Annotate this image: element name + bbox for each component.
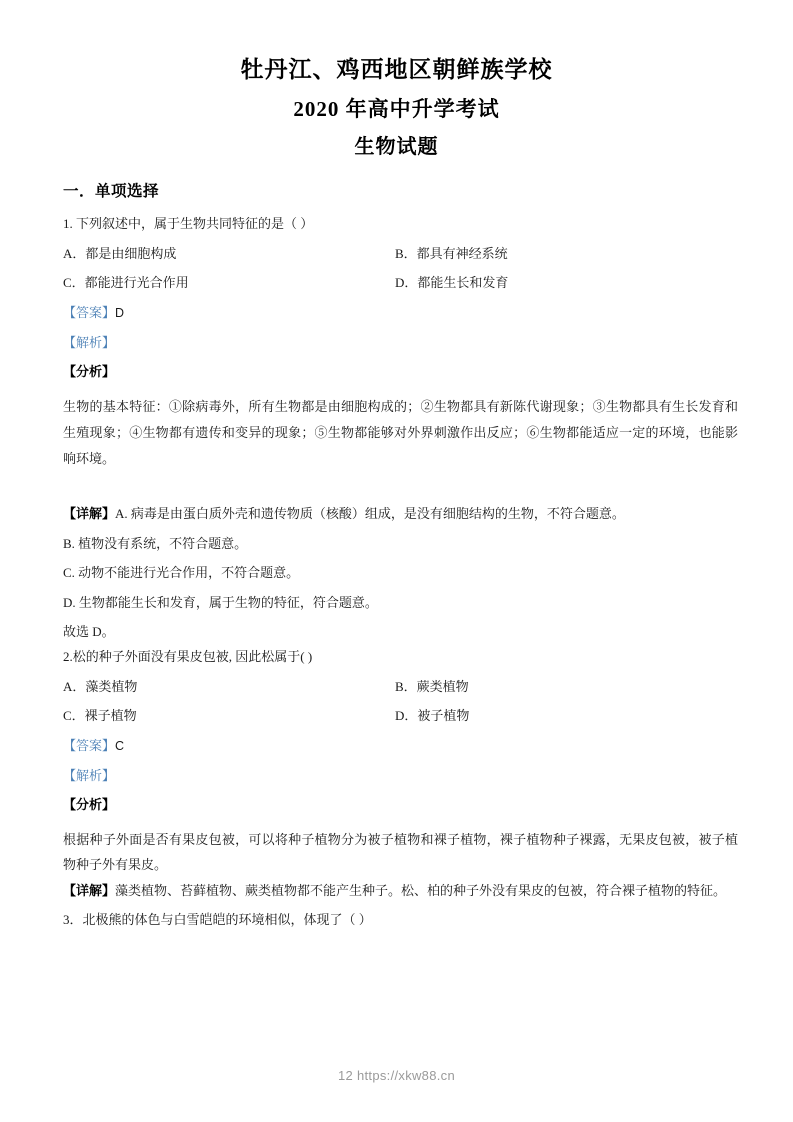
- document-title-block: [0, 0, 793, 157]
- option-b[interactable]: B．蕨类植物: [395, 678, 469, 694]
- detail-conclusion: 故选 D。: [63, 624, 115, 640]
- option-c[interactable]: C．裸子植物: [63, 708, 137, 724]
- detail-text: A. 病毒是由蛋白质外壳和遗传物质（核酸）组成，是没有细胞结构的生物，不符合题意。: [115, 505, 625, 521]
- detail-line-b: B. 植物没有系统，不符合题意。: [63, 535, 248, 551]
- question-stem: 1. 下列叙述中，属于生物共同特征的是（ ）: [63, 216, 314, 231]
- analysis-header: [63, 797, 738, 813]
- title-line-subject: 生物试题: [354, 136, 439, 158]
- detail-line-c: C. 动物不能进行光合作用，不符合题意。: [63, 565, 300, 581]
- detail-line-a: [63, 506, 738, 522]
- answer-line: [63, 305, 738, 321]
- spacer: [63, 903, 738, 912]
- option-row: [63, 679, 738, 695]
- spacer: [63, 472, 738, 506]
- answer-line: [63, 738, 738, 754]
- title-line-school: 牡丹江、鸡西地区朝鲜族学校: [240, 57, 553, 82]
- option-row: [63, 275, 738, 291]
- explanation-label: 【解析】: [63, 334, 116, 350]
- footer-watermark: 12 https://xkw88.cn: [338, 1068, 455, 1083]
- document-body: [0, 179, 793, 928]
- option-c[interactable]: C．都能进行光合作用: [63, 275, 189, 291]
- analysis-header: [63, 364, 738, 380]
- option-d[interactable]: D．都能生长和发育: [395, 275, 509, 291]
- detail-text: 藻类植物、苔藓植物、蕨类植物都不能产生种子。松、柏的种子外没有果皮的包被，符合裸子植物的特征。: [115, 882, 727, 898]
- option-row: [63, 246, 738, 262]
- detail-label: 【详解】: [63, 505, 116, 521]
- question-block-3: [63, 912, 738, 928]
- section-heading-multiple-choice: 一．单项选择: [63, 183, 160, 200]
- question-block-1: [63, 216, 738, 640]
- answer-label: 【答案】: [63, 737, 116, 753]
- option-a[interactable]: A．都是由细胞构成: [63, 245, 177, 261]
- answer-value: D: [115, 305, 125, 320]
- analysis-label: 【分析】: [63, 797, 116, 813]
- detail-explanation-block: [63, 506, 738, 640]
- option-b[interactable]: B．都具有神经系统: [395, 245, 508, 261]
- question-stem: 2.松的种子外面没有果皮包被, 因此松属于( ): [63, 648, 313, 664]
- explanation-header: [63, 768, 738, 784]
- option-d[interactable]: D．被子植物: [395, 708, 470, 724]
- analysis-label: 【分析】: [63, 364, 116, 380]
- answer-value: C: [115, 738, 125, 753]
- answer-label: 【答案】: [63, 304, 116, 320]
- analysis-paragraph: 生物的基本特征：①除病毒外，所有生物都是由细胞构成的；②生物都具有新陈代谢现象；③生物都具有生长发育和生殖现象；④生物都有遗传和变异的现象；⑤生物都能够对外界刺激作出反应；⑥生物都能适应一定的环境，也能影响环境。: [63, 398, 738, 466]
- detail-label: 【详解】: [63, 882, 116, 898]
- detail-line-d: D. 生物都能生长和发育，属于生物的特征，符合题意。: [63, 594, 378, 610]
- option-row: [63, 708, 738, 724]
- spacer: [63, 640, 738, 649]
- explanation-header: [63, 335, 738, 351]
- detail-explanation-paragraph: [63, 878, 738, 903]
- analysis-paragraph: 根据种子外面是否有果皮包被，可以将种子植物分为被子植物和裸子植物，裸子植物种子裸露，无果皮包被，被子植物种子外有果皮。: [63, 831, 738, 873]
- explanation-label: 【解析】: [63, 767, 116, 783]
- option-a[interactable]: A．藻类植物: [63, 678, 138, 694]
- title-line-exam: 2020 年高中升学考试: [293, 97, 500, 121]
- question-block-2: [63, 649, 738, 903]
- question-stem: 3．北极熊的体色与白雪皑皑的环境相似，体现了（ ）: [63, 911, 372, 927]
